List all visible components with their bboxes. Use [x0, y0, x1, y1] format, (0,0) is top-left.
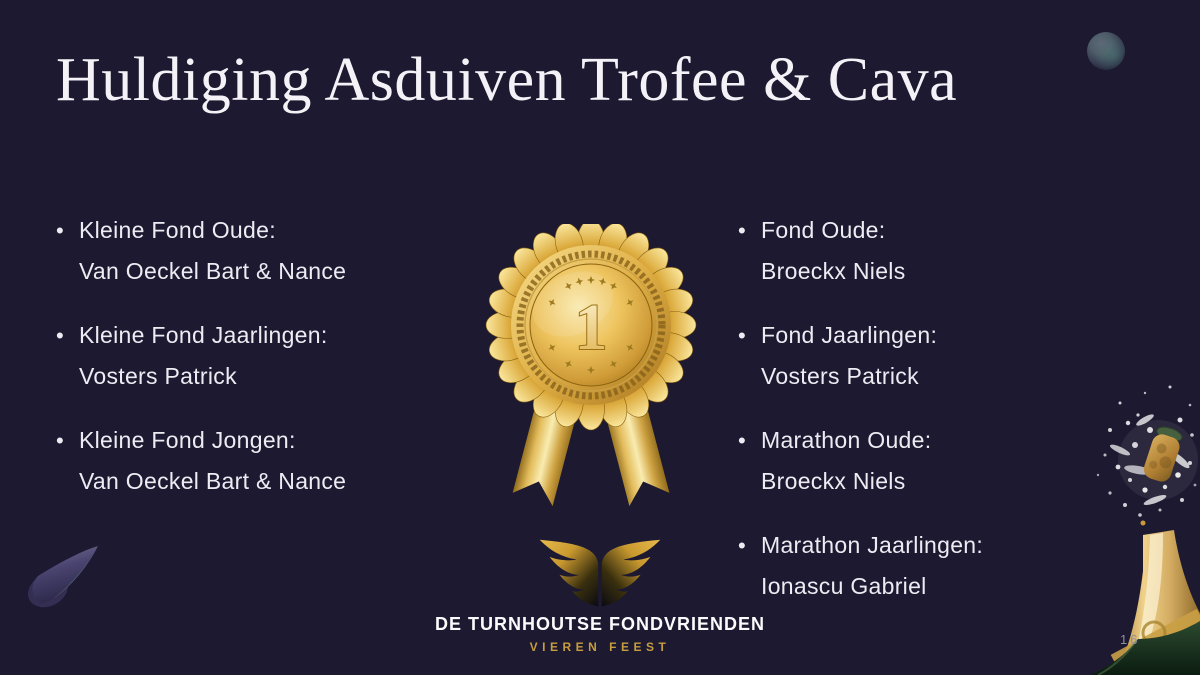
- slide-title: Huldiging Asduiven Trofee & Cava: [56, 46, 958, 114]
- award-winner: Van Oeckel Bart & Nance: [79, 258, 347, 284]
- award-category: Fond Oude:: [761, 217, 886, 243]
- award-item: [56, 315, 476, 397]
- award-item: [738, 210, 1158, 292]
- bullet-marker: •: [738, 323, 746, 348]
- club-tagline: VIEREN FEEST: [529, 640, 671, 654]
- bullet-marker: •: [738, 218, 746, 243]
- splash-spray: [1097, 386, 1198, 517]
- cone-decoration: [20, 538, 105, 610]
- award-category: Marathon Jaarlingen:: [761, 532, 984, 558]
- award-category: Kleine Fond Jongen:: [79, 427, 296, 453]
- gold-medal-rosette-icon: [481, 224, 701, 524]
- award-category: Marathon Oude:: [761, 427, 932, 453]
- wings-logo-icon: [525, 538, 675, 610]
- sphere-decoration: [1087, 32, 1125, 70]
- bullet-marker: •: [738, 533, 746, 558]
- award-winner: Broeckx Niels: [761, 258, 906, 284]
- award-category: Kleine Fond Jaarlingen:: [79, 322, 328, 348]
- bullet-marker: •: [56, 218, 64, 243]
- award-winner: Broeckx Niels: [761, 468, 906, 494]
- bullet-marker: •: [56, 323, 64, 348]
- award-item: [56, 210, 476, 292]
- club-logo: [400, 538, 800, 654]
- award-winner: Vosters Patrick: [79, 363, 237, 389]
- award-category: Kleine Fond Oude:: [79, 217, 276, 243]
- award-item: [56, 420, 476, 502]
- medal-rank-number: 1: [574, 291, 608, 364]
- page-number: 16: [1120, 632, 1141, 647]
- awards-left-column: [56, 210, 476, 525]
- droplet: [1141, 521, 1146, 526]
- bullet-marker: •: [56, 428, 64, 453]
- award-category: Fond Jaarlingen:: [761, 322, 938, 348]
- bullet-marker: •: [738, 428, 746, 453]
- champagne-bottle-image: [1050, 375, 1200, 675]
- club-name: DE TURNHOUTSE FONDVRIENDEN: [434, 614, 765, 634]
- award-winner: Van Oeckel Bart & Nance: [79, 468, 347, 494]
- award-winner: Vosters Patrick: [761, 363, 919, 389]
- award-winner: Ionascu Gabriel: [761, 573, 927, 599]
